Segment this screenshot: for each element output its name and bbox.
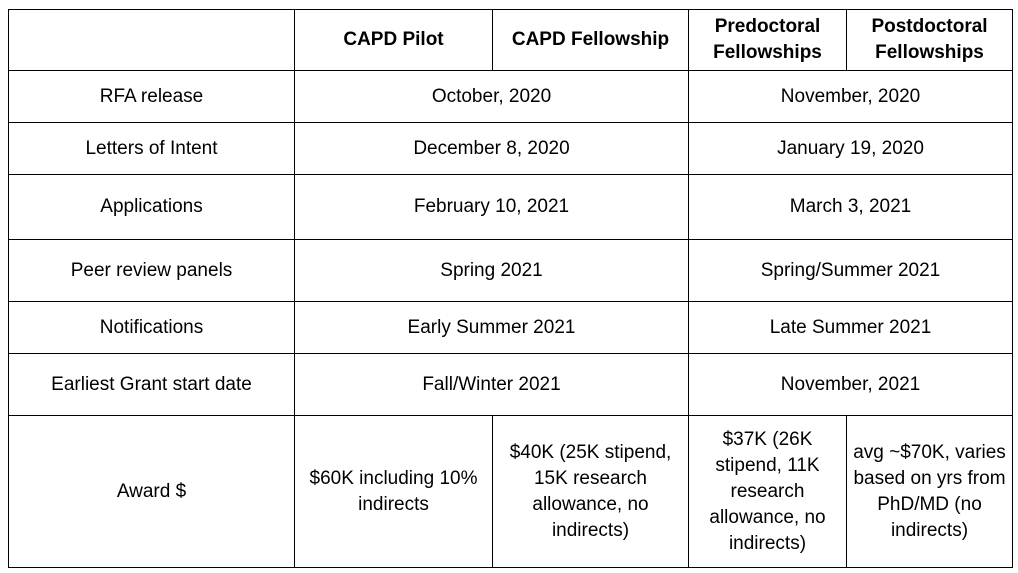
header-empty-cell <box>9 10 295 71</box>
capd-cell: October, 2020 <box>295 71 689 123</box>
fellowship-cell: November, 2020 <box>689 71 1013 123</box>
capd-cell: Fall/Winter 2021 <box>295 354 689 416</box>
capd-cell: December 8, 2020 <box>295 123 689 175</box>
table-row <box>9 175 1013 240</box>
row-label: Earliest Grant start date <box>9 354 295 416</box>
capd-cell: Spring 2021 <box>295 240 689 302</box>
capd-cell: Early Summer 2021 <box>295 302 689 354</box>
row-label: Award $ <box>9 416 295 568</box>
header-postdoctoral-fellowships: Postdoctoral Fellowships <box>847 10 1013 71</box>
header-row <box>9 10 1013 71</box>
table-row <box>9 71 1013 123</box>
fellowship-cell: Spring/Summer 2021 <box>689 240 1013 302</box>
header-predoctoral-fellowships: Predoctoral Fellowships <box>689 10 847 71</box>
header-capd-pilot: CAPD Pilot <box>295 10 493 71</box>
award-predoctoral: $37K (26K stipend, 11K research allowance, no indirects) <box>689 416 847 568</box>
table-row <box>9 302 1013 354</box>
table-row <box>9 354 1013 416</box>
timeline-table <box>8 9 1013 568</box>
row-label: Notifications <box>9 302 295 354</box>
fellowship-cell: March 3, 2021 <box>689 175 1013 240</box>
capd-cell: February 10, 2021 <box>295 175 689 240</box>
fellowship-cell: November, 2021 <box>689 354 1013 416</box>
award-postdoctoral: avg ~$70K, varies based on yrs from PhD/MD (no indirects) <box>847 416 1013 568</box>
award-capd-fellowship: $40K (25K stipend, 15K research allowance, no indirects) <box>493 416 689 568</box>
fellowship-cell: Late Summer 2021 <box>689 302 1013 354</box>
table-row <box>9 123 1013 175</box>
row-label: Applications <box>9 175 295 240</box>
row-label: Letters of Intent <box>9 123 295 175</box>
fellowship-cell: January 19, 2020 <box>689 123 1013 175</box>
row-label: Peer review panels <box>9 240 295 302</box>
award-capd-pilot: $60K including 10% indirects <box>295 416 493 568</box>
award-row <box>9 416 1013 568</box>
header-capd-fellowship: CAPD Fellowship <box>493 10 689 71</box>
table-row <box>9 240 1013 302</box>
row-label: RFA release <box>9 71 295 123</box>
